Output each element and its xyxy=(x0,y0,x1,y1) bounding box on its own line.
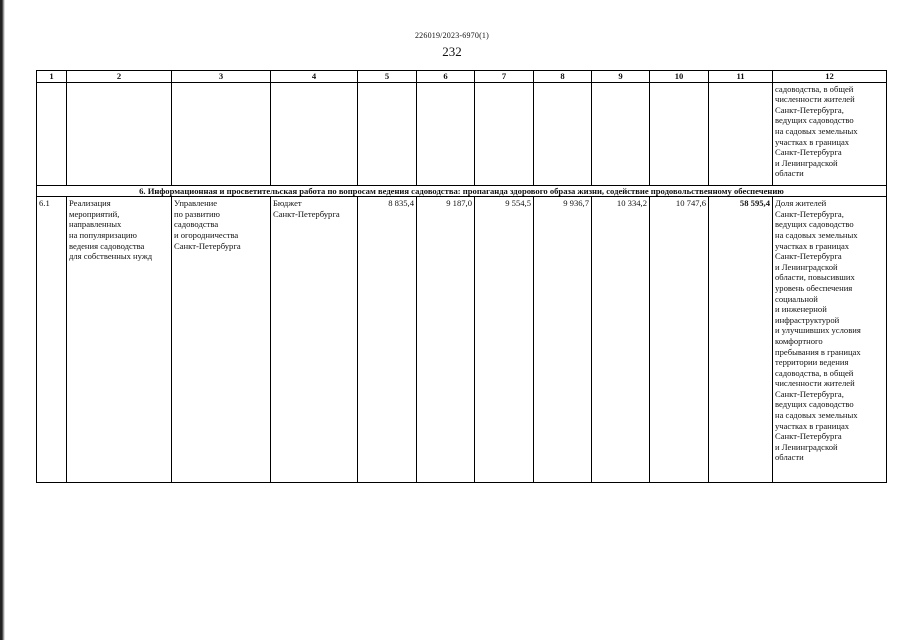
column-header: 11 xyxy=(709,71,773,83)
text-line: социальной xyxy=(775,293,818,304)
text-line: комфортного xyxy=(775,335,823,346)
text-line: и инженерной xyxy=(775,304,827,315)
text-line: области xyxy=(775,168,804,179)
text-line: Управление xyxy=(174,198,218,209)
value-col-6: 9 187,0 xyxy=(417,197,475,483)
text-line: на популяризацию xyxy=(69,229,137,240)
text-line: области, повысивших xyxy=(775,272,855,283)
text-line: участках в границах xyxy=(775,420,850,431)
text-line: Санкт-Петербурга xyxy=(775,251,842,262)
text-line: инфраструктурой xyxy=(775,314,840,325)
text-line: Санкт-Петербурга xyxy=(775,431,842,442)
column-header: 10 xyxy=(650,71,709,83)
text-line: на садовых земельных xyxy=(775,410,858,421)
indicator-continuation-cell xyxy=(773,82,887,185)
text-line: ведущих садоводство xyxy=(775,115,854,126)
total-value: 58 595,4 xyxy=(709,197,773,483)
text-line: для собственных нужд xyxy=(69,251,153,262)
column-header: 9 xyxy=(592,71,650,83)
text-line: Реализация xyxy=(69,198,111,209)
indicator-cell xyxy=(773,197,887,483)
text-line: мероприятий, xyxy=(69,208,120,219)
column-header: 3 xyxy=(172,71,271,83)
text-line: Санкт-Петербурга, xyxy=(775,104,844,115)
column-header: 4 xyxy=(271,71,358,83)
text-line: участках в границах xyxy=(775,136,850,147)
section-title: 6. Информационная и просветительская работа по вопросам ведения садоводства: пропаганда здорового образа жизни, содействие продовольственному обеспечению xyxy=(37,185,887,197)
column-header: 7 xyxy=(475,71,534,83)
value-col-9: 10 334,2 xyxy=(592,197,650,483)
funding-source-cell xyxy=(271,197,358,483)
value-col-10: 10 747,6 xyxy=(650,197,709,483)
text-line: Санкт-Петербурга xyxy=(174,240,241,251)
text-line: и Ленинградской xyxy=(775,441,838,452)
text-line: Санкт-Петербурга xyxy=(775,147,842,158)
text-line: садоводства, в общей xyxy=(775,83,854,94)
program-table xyxy=(36,70,887,483)
column-header: 6 xyxy=(417,71,475,83)
text-line: на садовых земельных xyxy=(775,229,858,240)
text-line: Санкт-Петербурга, xyxy=(775,208,844,219)
text-line: участках в границах xyxy=(775,240,850,251)
text-line: ведущих садоводство xyxy=(775,399,854,410)
column-header: 8 xyxy=(534,71,592,83)
text-line: по развитию xyxy=(174,208,220,219)
document-id: 226019/2023-6970(1) xyxy=(414,31,489,40)
text-line: и улучшивших условия xyxy=(775,325,861,336)
row-number: 6.1 xyxy=(37,197,67,483)
text-line: и Ленинградской xyxy=(775,157,838,168)
text-line: численности жителей xyxy=(775,378,855,389)
column-header: 1 xyxy=(37,71,67,83)
text-line: численности жителей xyxy=(775,94,855,105)
continuation-row xyxy=(37,82,887,185)
text-line: и Ленинградской xyxy=(775,261,838,272)
value-col-8: 9 936,7 xyxy=(534,197,592,483)
text-line: территории ведения xyxy=(775,357,849,368)
section-header-row xyxy=(37,185,887,197)
text-line: Бюджет xyxy=(273,198,302,209)
activity-cell xyxy=(67,197,172,483)
text-line: ведения садоводства xyxy=(69,240,145,251)
text-line: Доля жителей xyxy=(775,198,827,209)
executor-cell xyxy=(172,197,271,483)
text-line: пребывания в границах xyxy=(775,346,861,357)
text-line: Санкт-Петербурга xyxy=(273,208,340,219)
value-col-5: 8 835,4 xyxy=(358,197,417,483)
text-line: Санкт-Петербурга, xyxy=(775,388,844,399)
column-header: 5 xyxy=(358,71,417,83)
text-line: садоводства, в общей xyxy=(775,367,854,378)
scan-edge xyxy=(0,0,5,640)
text-line: уровень обеспечения xyxy=(775,282,853,293)
value-col-7: 9 554,5 xyxy=(475,197,534,483)
text-line: садоводства xyxy=(174,219,219,230)
text-line: на садовых земельных xyxy=(775,125,858,136)
table-row xyxy=(37,197,887,483)
column-header: 12 xyxy=(773,71,887,83)
page-number: 232 xyxy=(442,44,462,59)
text-line: направленных xyxy=(69,219,122,230)
column-header: 2 xyxy=(67,71,172,83)
column-number-row xyxy=(37,71,887,83)
text-line: области xyxy=(775,452,804,463)
text-line: и огородничества xyxy=(174,229,239,240)
text-line: ведущих садоводство xyxy=(775,219,854,230)
